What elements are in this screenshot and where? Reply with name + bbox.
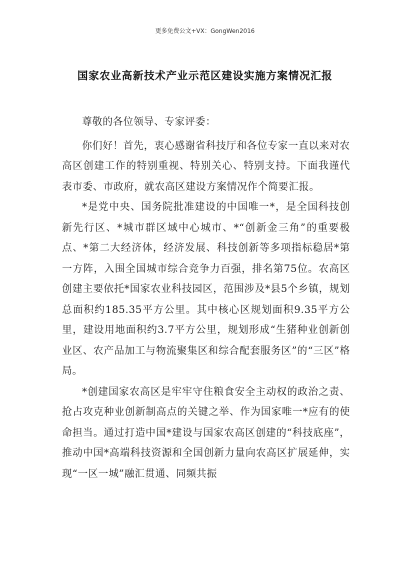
header-note: 更多免费公文+VX：GongWen2016 — [155, 28, 255, 35]
body-paragraph-overview: *是党中央、国务院批准建设的中国唯一*，是全国科技创新先行区、*城市群区域中心城市、*“创新金三角”的重要极点、*第二大经济体，经济发展、科技创新等多项指标稳居*第一方阵，入围全国城市综合竞争力百强，排名第75位。农高区创建主要依托*国家农业科技园区，范围涉及*县5个乡镇，规划总面积约185.35平方公里。其中核心区规划面积9.35平方公里，建设用地面积约3.7平方公里，规划形成“生猪种业创新创业区、农产品加工与物流聚集区和综合配套服务区”的“三区”格局。 — [62, 202, 350, 377]
body-paragraph-intro: 你们好！首先，衷心感谢省科技厅和各位专家一直以来对农高区创建工作的特别重视、特别关心、特别支持。下面我谨代表市委、市政府，就农高区建设方案情况作个简要汇报。 — [62, 140, 350, 193]
body-paragraph-significance: *创建国家农高区是牢牢守住粮食安全主动权的政治之责、抢占攻克种业创新制高点的关键之举、作为国家唯一*应有的使命担当。通过打造中国*建设与国家农高区创建的“科技底座”，推动中国*高端科技资源和全国创新力量向农高区扩展延伸，实现“一区一城”融汇贯通、同频共振 — [62, 386, 350, 480]
greeting-line: 尊敬的各位领导、专家评委： — [82, 117, 216, 128]
document-body — [62, 113, 350, 485]
document-title: 国家农业高新技术产业示范区建设实施方案情况汇报 — [77, 70, 333, 82]
